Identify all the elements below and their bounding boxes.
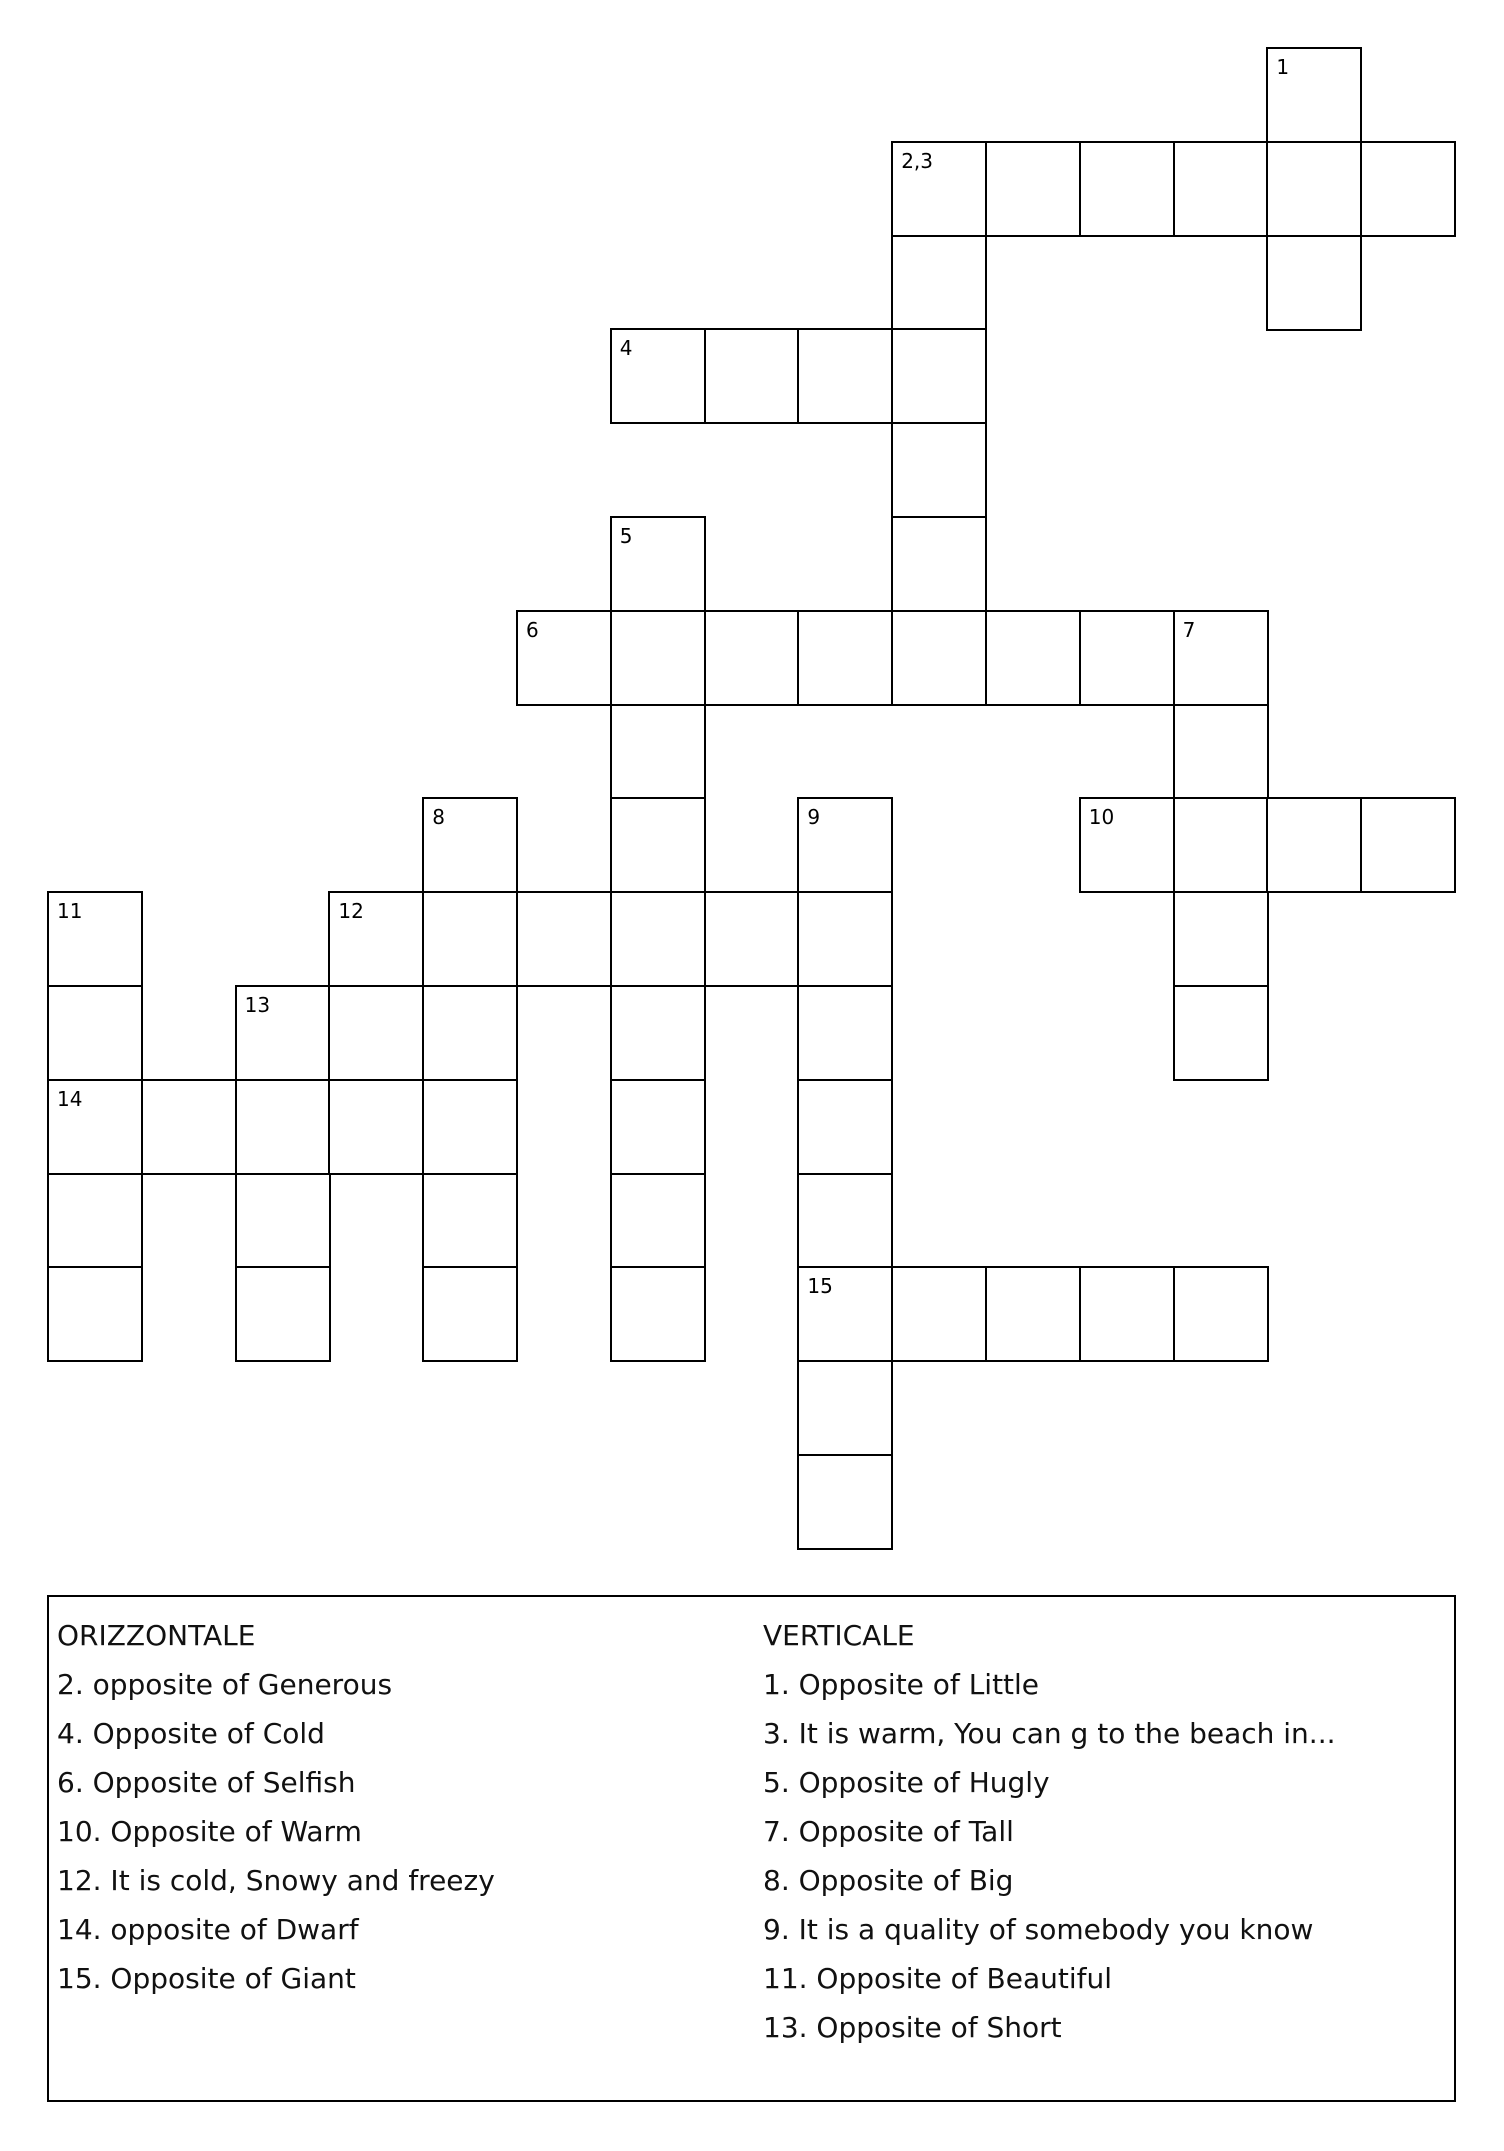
down-clue: 7. Opposite of Tall [763,1815,1014,1848]
crossword-cell[interactable] [797,797,893,893]
across-clue: 14. opposite of Dwarf [57,1913,359,1946]
crossword-cell[interactable] [610,985,706,1081]
crossword-cell[interactable] [235,985,331,1081]
crossword-cell[interactable] [891,516,987,612]
crossword-cell[interactable] [704,891,800,987]
crossword-cell[interactable] [891,1266,987,1362]
crossword-cell[interactable] [422,1173,518,1269]
crossword-cell[interactable] [1079,797,1175,893]
crossword-cell[interactable] [422,1079,518,1175]
crossword-cell[interactable] [47,1266,143,1362]
clues-box [47,1595,1456,2102]
crossword-cell[interactable] [422,891,518,987]
crossword-cell[interactable] [797,1079,893,1175]
across-clue: 6. Opposite of Selfish [57,1766,356,1799]
crossword-cell[interactable] [797,1173,893,1269]
crossword-cell[interactable] [1079,141,1175,237]
crossword-cell[interactable] [1173,141,1269,237]
crossword-cell[interactable] [1173,610,1269,706]
crossword-cell[interactable] [1266,235,1362,331]
clue-number: 5 [619,524,633,548]
crossword-cell[interactable] [610,1266,706,1362]
crossword-cell[interactable] [797,1360,893,1456]
crossword-cell[interactable] [422,1266,518,1362]
crossword-cell[interactable] [1360,797,1456,893]
crossword-cell[interactable] [610,1079,706,1175]
crossword-cell[interactable] [328,985,424,1081]
crossword-cell[interactable] [235,1266,331,1362]
crossword-cell[interactable] [328,891,424,987]
crossword-cell[interactable] [1173,985,1269,1081]
crossword-cell[interactable] [610,704,706,800]
crossword-cell[interactable] [235,1079,331,1175]
crossword-cell[interactable] [1266,797,1362,893]
crossword-cell[interactable] [1079,1266,1175,1362]
crossword-cell[interactable] [797,891,893,987]
clue-number: 4 [619,336,633,361]
crossword-cell[interactable] [1079,610,1175,706]
crossword-cell[interactable] [328,1079,424,1175]
crossword-cell[interactable] [1173,891,1269,987]
crossword-cell[interactable] [1266,141,1362,237]
crossword-cell[interactable] [422,797,518,893]
crossword-cell[interactable] [891,141,987,237]
clue-number: 2,3 [901,148,933,173]
clue-number: 12 [338,899,364,924]
crossword-cell[interactable] [1266,47,1362,143]
across-clue: 12. It is cold, Snowy and freezy [57,1864,495,1897]
down-clues [763,1611,1336,2052]
crossword-cell[interactable] [891,422,987,518]
crossword-cell[interactable] [891,235,987,331]
crossword-cell[interactable] [610,797,706,893]
crossword-cell[interactable] [797,985,893,1081]
across-title: ORIZZONTALE [57,1619,256,1652]
crossword-cell[interactable] [1173,797,1269,893]
crossword-cell[interactable] [47,1173,143,1269]
across-clue: 2. opposite of Generous [57,1668,393,1701]
across-clue: 15. Opposite of Giant [57,1962,356,1995]
crossword-cell[interactable] [610,328,706,424]
crossword-cell[interactable] [516,610,612,706]
clue-number: 13 [244,993,271,1017]
crossword-cell[interactable] [422,985,518,1081]
down-clue: 1. Opposite of Little [763,1668,1040,1701]
crossword-cell[interactable] [141,1079,237,1175]
down-clue: 8. Opposite of Big [763,1864,1014,1897]
crossword-cell[interactable] [797,1266,893,1362]
clue-number: 14 [57,1086,83,1111]
crossword-cell[interactable] [1360,141,1456,237]
clue-number: 6 [526,617,539,642]
crossword-cell[interactable] [610,610,706,706]
across-clues [57,1611,495,2003]
clue-number: 8 [432,805,445,830]
crossword-cell[interactable] [985,1266,1081,1362]
crossword-cell[interactable] [985,610,1081,706]
down-clue: 11. Opposite of Beautiful [763,1962,1112,1995]
crossword-cell[interactable] [797,1454,893,1550]
down-title: VERTICALE [763,1619,915,1652]
down-clue: 5. Opposite of Hugly [763,1766,1050,1799]
crossword-cell[interactable] [704,610,800,706]
clue-number: 9 [807,805,821,830]
crossword-cell[interactable] [797,610,893,706]
crossword-cell[interactable] [1173,704,1269,800]
across-clue: 10. Opposite of Warm [57,1815,362,1848]
clue-number: 15 [807,1274,833,1299]
crossword-cell[interactable] [704,328,800,424]
crossword-cell[interactable] [47,985,143,1081]
crossword-cell[interactable] [516,891,612,987]
clue-number: 11 [57,899,83,924]
clue-number: 10 [1088,805,1115,830]
down-clue: 9. It is a quality of somebody you know [763,1913,1314,1946]
down-clue: 13. Opposite of Short [763,2011,1062,2044]
crossword-cell[interactable] [1173,1266,1269,1362]
crossword-cell[interactable] [235,1173,331,1269]
clue-number: 1 [1276,55,1290,79]
crossword-cell[interactable] [47,1079,143,1175]
crossword-cell[interactable] [47,891,143,987]
across-clue: 4. Opposite of Cold [57,1717,325,1750]
clue-number: 7 [1182,617,1196,642]
crossword-cell[interactable] [797,328,893,424]
crossword-cell[interactable] [610,516,706,612]
crossword-cell[interactable] [610,891,706,987]
down-clue: 3. It is warm, You can g to the beach in... [763,1717,1336,1750]
crossword-cell[interactable] [891,328,987,424]
crossword-cell[interactable] [985,141,1081,237]
crossword-cell[interactable] [891,610,987,706]
crossword-cell[interactable] [610,1173,706,1269]
